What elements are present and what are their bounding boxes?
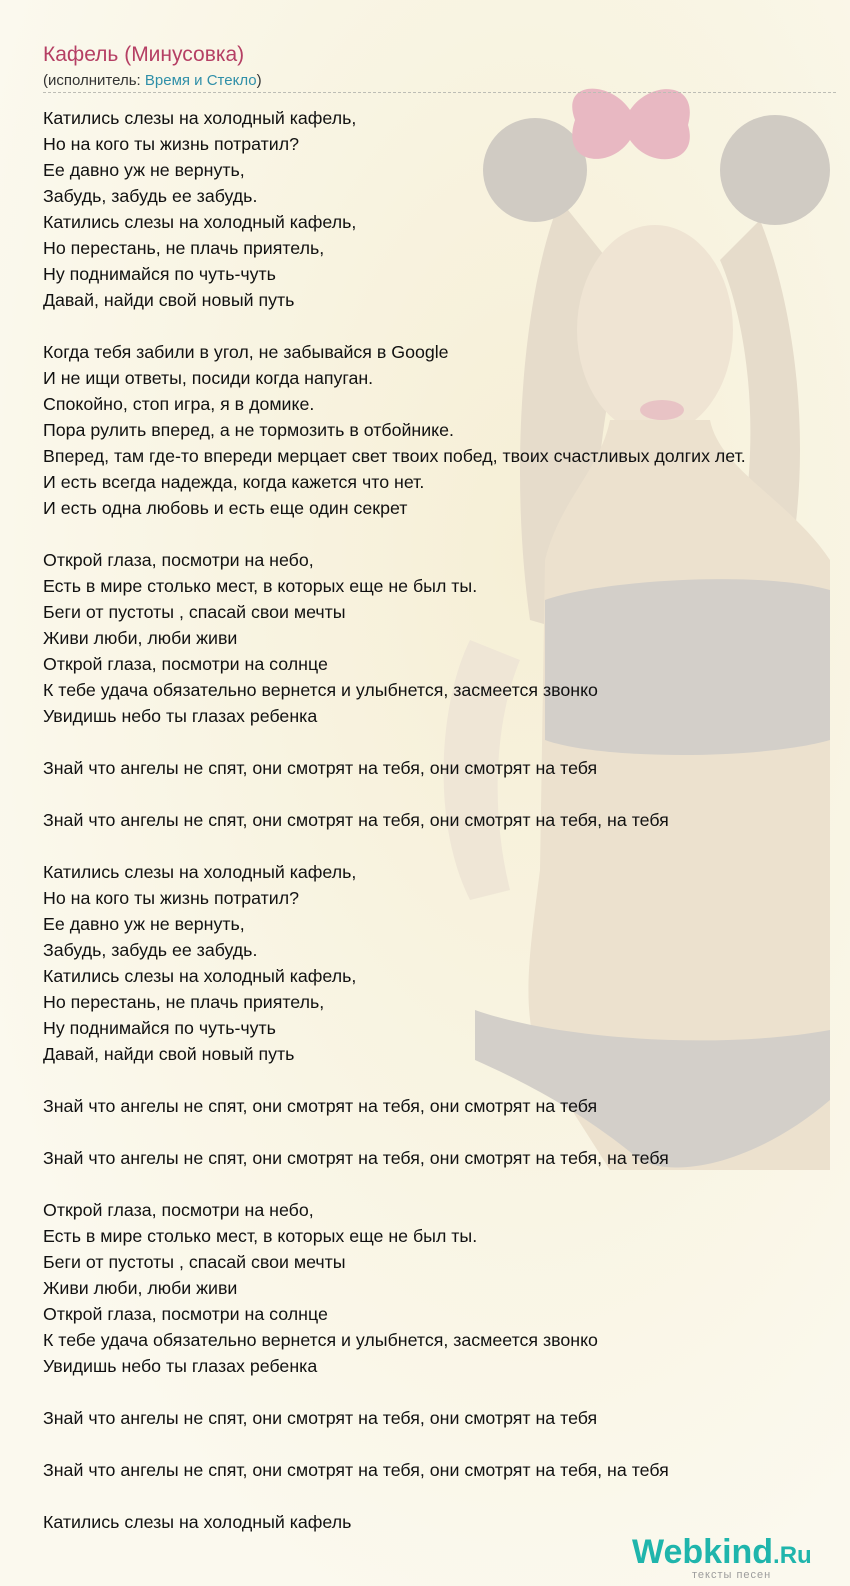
lyric-line: Знай что ангелы не спят, они смотрят на тебя, они смотрят на тебя bbox=[43, 1408, 598, 1428]
lyric-line: Беги от пустоты , спасай свои мечты bbox=[43, 602, 346, 622]
lyric-line: Забудь, забудь ее забудь. bbox=[43, 940, 258, 960]
lyric-line: Увидишь небо ты глазах ребенка bbox=[43, 1356, 318, 1376]
lyric-line: Катились слезы на холодный кафель, bbox=[43, 108, 357, 128]
stanza-gap bbox=[43, 521, 850, 547]
lyric-line: Открой глаза, посмотри на небо, bbox=[43, 1200, 314, 1220]
logo-tagline: тексты песен bbox=[692, 1569, 772, 1581]
lyric-line: К тебе удача обязательно вернется и улыбнется, засмеется звонко bbox=[43, 1330, 598, 1350]
lyric-line: Живи люби, люби живи bbox=[43, 628, 238, 648]
lyric-line: Но на кого ты жизнь потратил? bbox=[43, 134, 299, 154]
lyric-line: И есть одна любовь и есть еще один секрет bbox=[43, 498, 408, 518]
lyric-line: Ну поднимайся по чуть-чуть bbox=[43, 1018, 276, 1038]
lyric-line: Знай что ангелы не спят, они смотрят на тебя, они смотрят на тебя, на тебя bbox=[43, 810, 669, 830]
lyric-line: Есть в мире столько мест, в которых еще не был ты. bbox=[43, 1226, 478, 1246]
lyric-line: К тебе удача обязательно вернется и улыбнется, засмеется звонко bbox=[43, 680, 598, 700]
lyric-line: Давай, найди свой новый путь bbox=[43, 290, 295, 310]
performer-suffix: ) bbox=[256, 72, 262, 89]
stanza-gap bbox=[43, 1431, 850, 1457]
lyric-line: Открой глаза, посмотри на солнце bbox=[43, 1304, 328, 1324]
lyric-line: Открой глаза, посмотри на небо, bbox=[43, 550, 314, 570]
stanza-gap bbox=[43, 781, 850, 807]
lyric-line: Знай что ангелы не спят, они смотрят на тебя, они смотрят на тебя bbox=[43, 1096, 598, 1116]
lyric-line: Ее давно уж не вернуть, bbox=[43, 914, 245, 934]
lyric-line: Но перестань, не плачь приятель, bbox=[43, 238, 325, 258]
lyric-line: Давай, найди свой новый путь bbox=[43, 1044, 295, 1064]
lyric-line: Открой глаза, посмотри на солнце bbox=[43, 654, 328, 674]
logo-suffix: .Ru bbox=[773, 1542, 812, 1569]
lyric-line: Катились слезы на холодный кафель, bbox=[43, 212, 357, 232]
lyric-line: Ну поднимайся по чуть-чуть bbox=[43, 264, 276, 284]
lyric-line: Катились слезы на холодный кафель, bbox=[43, 862, 357, 882]
lyric-line: Есть в мире столько мест, в которых еще не был ты. bbox=[43, 576, 478, 596]
stanza-gap bbox=[43, 1171, 850, 1197]
lyric-line: Знай что ангелы не спят, они смотрят на тебя, они смотрят на тебя bbox=[43, 758, 598, 778]
performer-prefix: (исполнитель: bbox=[43, 72, 145, 89]
lyric-line: Знай что ангелы не спят, они смотрят на тебя, они смотрят на тебя, на тебя bbox=[43, 1460, 669, 1480]
stanza-gap bbox=[43, 313, 850, 339]
stanza-gap bbox=[43, 1119, 850, 1145]
webkind-logo[interactable] bbox=[632, 1533, 832, 1581]
logo-name: Webkind bbox=[632, 1533, 774, 1571]
lyric-line: Забудь, забудь ее забудь. bbox=[43, 186, 258, 206]
lyric-line: Живи люби, люби живи bbox=[43, 1278, 238, 1298]
lyric-line: Но перестань, не плачь приятель, bbox=[43, 992, 325, 1012]
lyric-line: Катились слезы на холодный кафель bbox=[43, 1512, 352, 1532]
artist-link[interactable]: Время и Стекло bbox=[144, 72, 257, 89]
lyric-line: Вперед, там где-то впереди мерцает свет твоих побед, твоих счастливых долгих лет. bbox=[43, 446, 746, 466]
lyric-line: Пора рулить вперед, а не тормозить в отбойнике. bbox=[43, 420, 454, 440]
song-title: Кафель (Минусовка) bbox=[43, 43, 245, 66]
lyric-line: Ее давно уж не вернуть, bbox=[43, 160, 245, 180]
performer-line bbox=[43, 71, 262, 91]
header-divider bbox=[43, 92, 836, 93]
lyric-line: Беги от пустоты , спасай свои мечты bbox=[43, 1252, 346, 1272]
stanza-gap bbox=[43, 729, 850, 755]
stanza-gap bbox=[43, 1483, 850, 1509]
lyric-line: И есть всегда надежда, когда кажется что нет. bbox=[43, 472, 425, 492]
lyric-line: Но на кого ты жизнь потратил? bbox=[43, 888, 299, 908]
lyric-line: Когда тебя забили в угол, не забывайся в Google bbox=[43, 342, 449, 362]
lyric-line: И не ищи ответы, посиди когда напуган. bbox=[43, 368, 374, 388]
lyric-line: Катились слезы на холодный кафель, bbox=[43, 966, 357, 986]
lyrics-block bbox=[43, 105, 850, 1535]
stanza-gap bbox=[43, 1379, 850, 1405]
lyric-line: Увидишь небо ты глазах ребенка bbox=[43, 706, 318, 726]
stanza-gap bbox=[43, 833, 850, 859]
lyric-line: Спокойно, стоп игра, я в домике. bbox=[43, 394, 315, 414]
lyric-line: Знай что ангелы не спят, они смотрят на тебя, они смотрят на тебя, на тебя bbox=[43, 1148, 669, 1168]
stanza-gap bbox=[43, 1067, 850, 1093]
